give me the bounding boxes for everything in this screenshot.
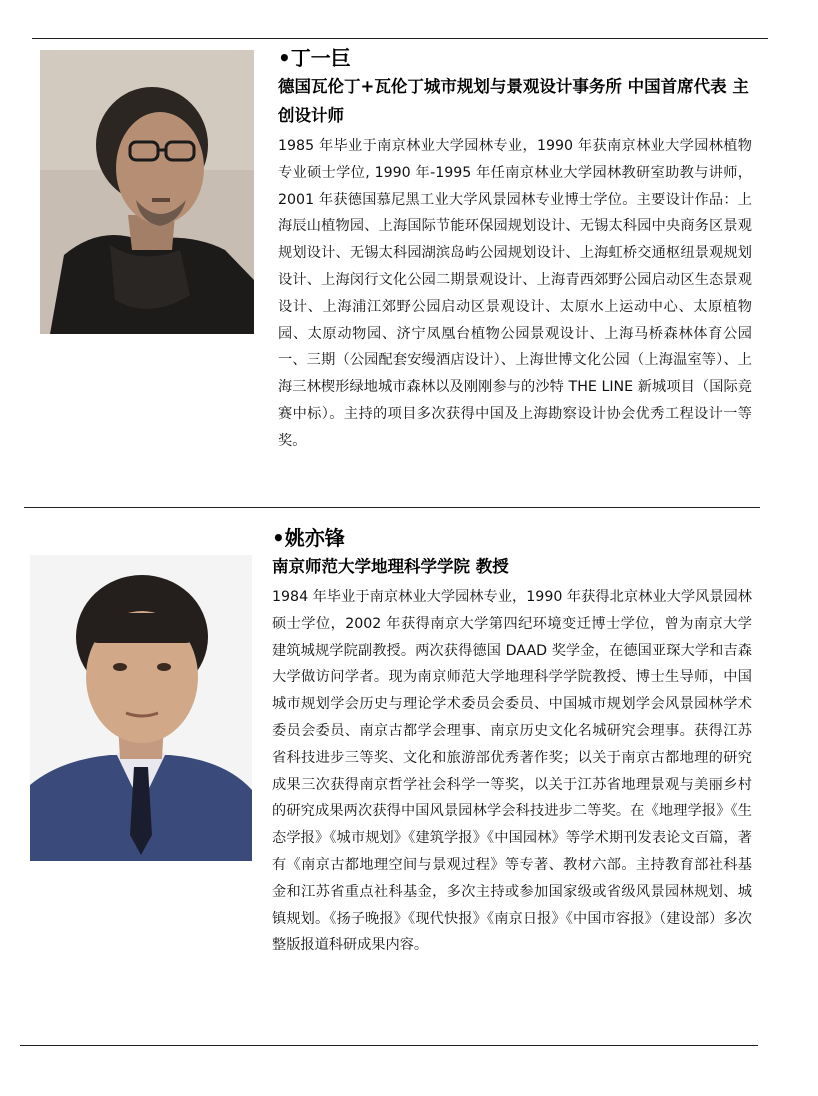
divider-bottom	[20, 1045, 758, 1046]
portrait-photo-man-glasses-icon	[40, 50, 254, 334]
profile-bio-text: 1985 年毕业于南京林业大学园林专业，1990 年获南京林业大学园林植物专业硕士学位, 1990 年-1995 年任南京林业大学园林教研室助教与讲师，2001 年获德国慕尼黑工业大学风景园林专业博士学位。主要设计作品：上海辰山植物园、上海国际节能环保园规划设计、无锡太科园中央商务区景观规划设计、无锡太科园湖滨岛屿公园规划设计、上海虹桥交通枢纽景观规划设计、上海闵行文化公园二期景观设计、上海青西郊野公园启动区生态景观设计、上海浦江郊野公园启动区景观设计、太原水上运动中心、太原植物园、太原动物园、济宁凤凰台植物公园景观设计、上海马桥森林体育公园一、三期（公园配套安缦酒店设计）、上海世博文化公园（上海温室等）、上海三林楔形绿地城市森林以及刚刚参与的沙特 THE LINE 新城项目（国际竞赛中标）。主持的项目多次获得中国及上海勘察设计协会优秀工程设计一等奖。	[278, 138, 752, 449]
profile-name: •丁一巨	[278, 46, 351, 70]
profile-name: •姚亦锋	[272, 526, 345, 550]
profile-bio-1	[278, 44, 752, 455]
profile-photo-2	[30, 555, 252, 861]
profile-bio-2	[272, 524, 752, 959]
portrait-photo-man-suit-icon	[30, 555, 252, 861]
profile-photo-1	[40, 50, 254, 334]
divider-middle	[24, 507, 760, 508]
profile-title: 德国瓦伦丁+瓦伦丁城市规划与景观设计事务所 中国首席代表 主创设计师	[278, 77, 749, 125]
profile-title: 南京师范大学地理科学学院 教授	[272, 557, 509, 576]
divider-top	[32, 38, 768, 39]
profile-bio-text: 1984 年毕业于南京林业大学园林专业，1990 年获得北京林业大学风景园林硕士学位，2002 年获得南京大学第四纪环境变迁博士学位，曾为南京大学建筑城规学院副教授。两次获得德国 DAAD 奖学金，在德国亚琛大学和吉森大学做访问学者。现为南京师范大学地理科学学院教授、博士生导师，中国城市规划学会历史与理论学术委员会委员、中国城市规划学会风景园林学术委员会委员、南京古都学会理事、南京历史文化名城研究会理事。获得江苏省科技进步三等奖、文化和旅游部优秀著作奖；以关于南京古都地理的研究成果三次获得南京哲学社会科学一等奖，以关于江苏省地理景观与美丽乡村的研究成果两次获得中国风景园林学会科技进步二等奖。在《地理学报》《生态学报》《城市规划》《建筑学报》《中国园林》等学术期刊发表论文百篇，著有《南京古都地理空间与景观过程》等专著、教材六部。主持教育部社科基金和江苏省重点社科基金，多次主持或参加国家级或省级风景园林规划、城镇规划。《扬子晚报》《现代快报》《南京日报》《中国市容报》（建设部）多次整版报道科研成果内容。	[272, 589, 752, 954]
